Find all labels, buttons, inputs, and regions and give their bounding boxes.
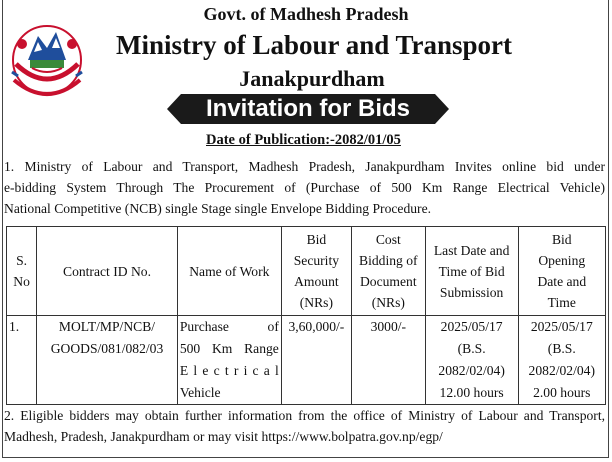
paragraph-2-line: 2. Eligible bidders may obtain further information from the office of Ministry of Labour and Transport,	[4, 408, 605, 423]
publication-date: Date of Publication:-2082/01/05	[206, 132, 401, 148]
header-line: Submission	[439, 284, 504, 300]
header-line: S.	[16, 253, 28, 268]
cell-opening	[518, 316, 605, 405]
banner-title: Invitation for Bids	[181, 94, 435, 124]
banner-left-tip	[167, 94, 181, 124]
header-line: Document	[359, 274, 417, 289]
cell-line: (B.S.	[457, 341, 486, 356]
header-line: Date and	[537, 274, 587, 289]
cell-cost: 3000/-	[351, 316, 425, 405]
cell-line: 12.00 hours	[439, 385, 504, 400]
bids-table	[6, 226, 606, 405]
cell-line: (B.S.	[547, 341, 576, 356]
header-line: Amount	[294, 274, 339, 289]
header-line: Security	[293, 253, 340, 268]
header-contract-id: Contract ID No.	[37, 227, 178, 316]
cell-last-date	[425, 316, 518, 405]
paragraph-1-line: e-bidding System Through The Procurement of (Purchase of 500 Km Range Electrical Vehicle)	[4, 180, 605, 195]
header-line: (NRs)	[371, 295, 405, 310]
header-line: Opening	[538, 253, 586, 268]
city-heading: Janakpurdham	[239, 66, 385, 91]
header-line: Cost	[375, 232, 401, 247]
paragraph-1-line: National Competitive (NCB) single Stage single Envelope Bidding Procedure.	[4, 201, 431, 216]
paragraph-2	[4, 405, 605, 447]
paragraph-2-line: Madhesh, Pradesh, Janakpurdham or may visit https://www.bolpatra.gov.np/egp/	[4, 429, 443, 444]
cell-line: 2025/05/17	[440, 319, 503, 334]
header-line: Bid	[306, 232, 327, 247]
paragraph-1	[4, 156, 605, 219]
cell-contract-id	[37, 316, 178, 405]
cell-sno: 1.	[7, 316, 37, 405]
header-sno	[7, 227, 37, 316]
ministry-heading: Ministry of Labour and Transport	[115, 30, 513, 60]
header-bid-security	[281, 227, 351, 316]
cell-line: 2082/02/04)	[438, 363, 505, 378]
cell-line: E l e c t r i c a l	[179, 363, 279, 378]
header-name-of-work: Name of Work	[177, 227, 281, 316]
cell-name-of-work	[177, 316, 281, 405]
header-line: Time of Bid	[438, 263, 505, 279]
banner-right-tip	[435, 94, 449, 124]
govt-heading: Govt. of Madhesh Pradesh	[203, 4, 409, 24]
cell-line: 500 Km Range	[179, 341, 279, 356]
table-header-row	[7, 227, 606, 316]
cell-line: 2082/02/04)	[528, 363, 596, 378]
cell-line: Purchase of	[179, 319, 279, 334]
header-line: (NRs)	[299, 295, 333, 310]
cell-line: GOODS/081/082/03	[50, 341, 164, 356]
header-line: Time	[547, 295, 576, 310]
cell-line: Vehicle	[179, 385, 221, 400]
cell-line: 2.00 hours	[533, 385, 591, 400]
title-banner	[167, 94, 449, 124]
header-line: Bidding of	[359, 253, 418, 268]
cell-line: MOLT/MP/NCB/	[58, 319, 156, 334]
header-cost	[351, 227, 425, 316]
cell-bid-security: 3,60,000/-	[281, 316, 351, 405]
header-line: No	[13, 274, 30, 289]
header-last-date	[425, 227, 518, 316]
header-opening	[518, 227, 605, 316]
header-line: Last Date and	[433, 242, 510, 258]
cell-line: 2025/05/17	[530, 319, 593, 334]
table-row	[7, 316, 606, 405]
paragraph-1-line: 1. Ministry of Labour and Transport, Madhesh Pradesh, Janakpurdham Invites online bid under	[4, 159, 605, 174]
header-line: Bid	[551, 232, 572, 247]
